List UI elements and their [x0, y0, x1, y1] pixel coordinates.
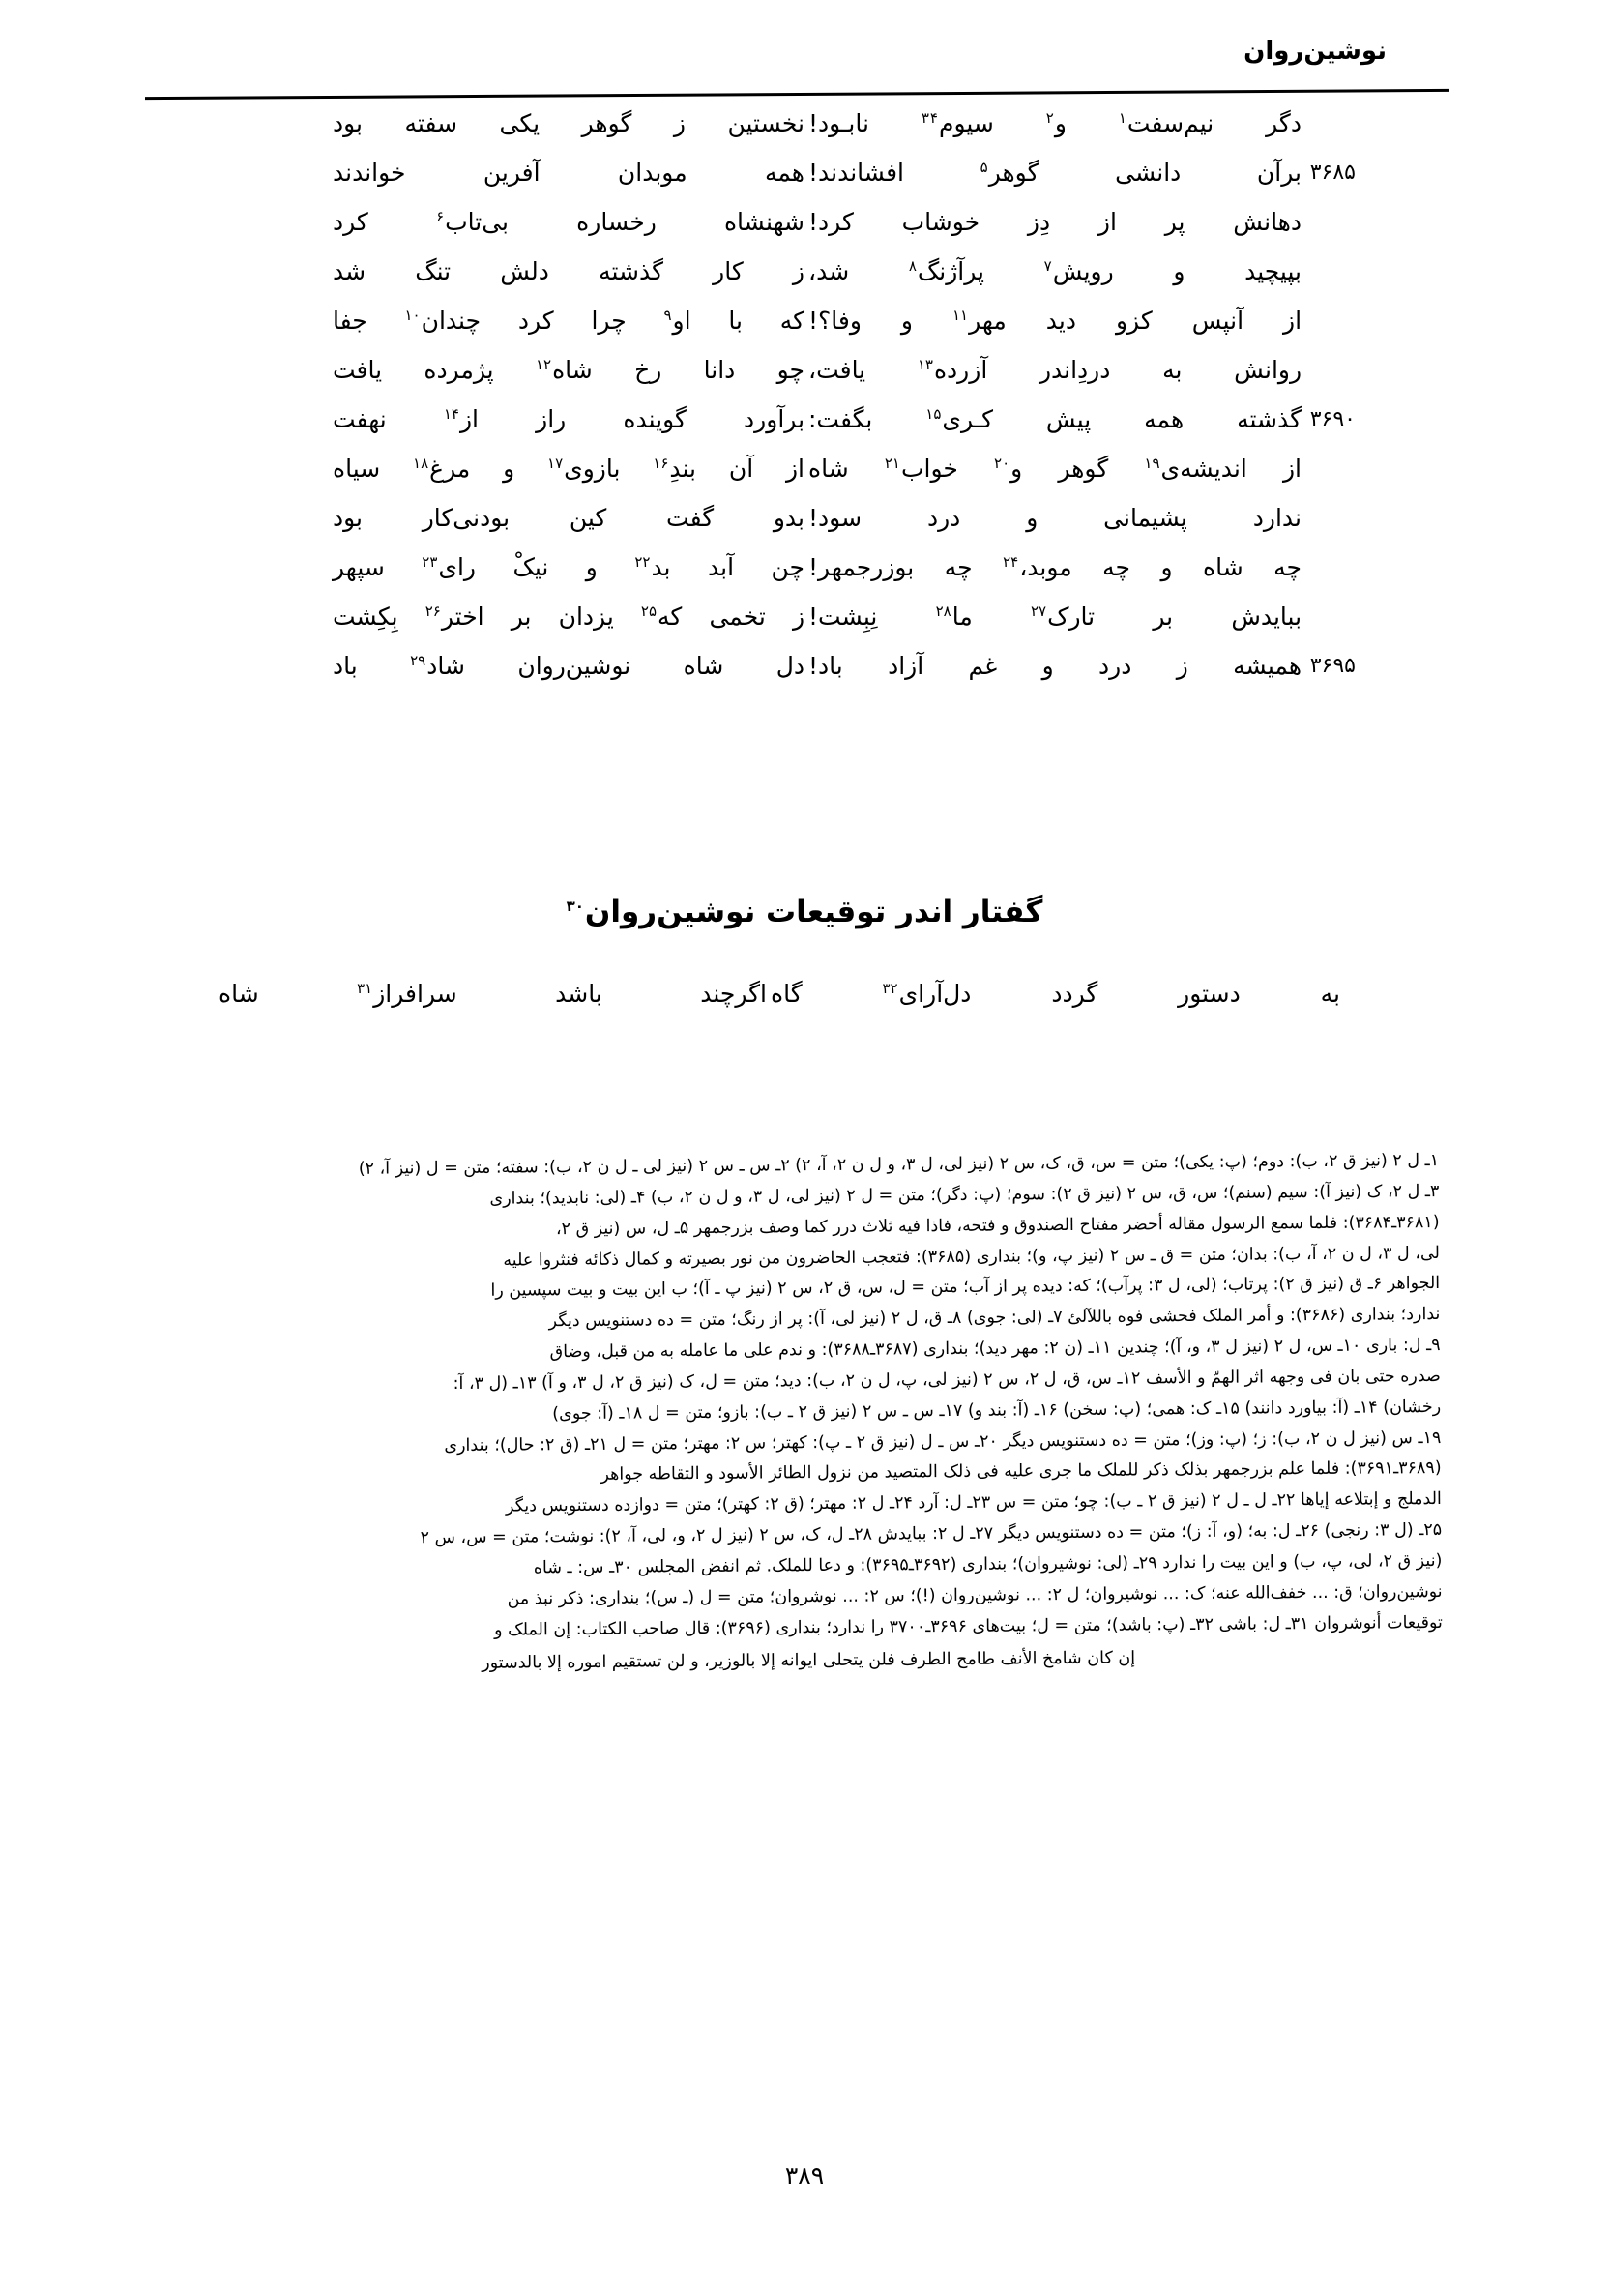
verse-word: شاه [219, 980, 259, 1008]
verse-word: نهفت [333, 405, 387, 433]
verse-word: چو [776, 356, 805, 384]
verse-word: سیاه [333, 455, 381, 483]
verse-word: گاه [771, 980, 803, 1008]
verse-word: از [785, 455, 805, 483]
verse-word: سیوم [938, 109, 994, 137]
verse-word: رخ [634, 356, 662, 384]
verse-word: کـری [942, 405, 993, 433]
footnote-ref: ۱۵ [925, 404, 942, 423]
verse-word: آنپس [1191, 307, 1244, 335]
verse-word: سپهر [333, 553, 385, 581]
verse-word: گردد [1051, 980, 1098, 1008]
verse-row [307, 306, 1302, 355]
verse-row [307, 404, 1356, 454]
footnote-ref: ۲۲ [634, 552, 651, 571]
verse-word: یافت [333, 356, 383, 384]
verse-word: کرد [517, 307, 554, 335]
section-title [0, 895, 1609, 929]
verse-word: ندارد [1252, 504, 1302, 532]
verse-word: که [658, 603, 683, 631]
footnote-ref: ۴ [929, 108, 938, 127]
hemistich-second [767, 979, 1340, 1009]
verse-word: درد [1098, 652, 1132, 680]
verse-word: شاد [426, 652, 465, 680]
footnote-line: (نیز ق ۲، لی، پ، ب) و این بیت را ندارد ۲۹ـ (لی: نوشیروان)؛ بنداری (۳۶۹۲ـ۳۶۹۵): و دعا للملک. ثم انفض المجلس ۳۰ـ س: ـ شاه [533, 1550, 1443, 1578]
verse-word: شاه [683, 652, 724, 680]
footnote-line: ۲۵ـ (ل ۳: رنجی) ۲۶ـ ل: به؛ (و، آ: ز)؛ متن = ده دستنویس دیگر ۲۷ـ ل ۲: ببایدش ۲۸ـ ل، ک، س ۲ (نیز ل ۲، و، لی، آ، ۲): نوشت؛ متن = س، س ۲ [420, 1520, 1443, 1548]
verse-word: از [459, 405, 479, 433]
hemistich-second [804, 158, 1302, 188]
footnote-ref: ۲۰ [994, 454, 1010, 472]
verse-word: نخستین [727, 109, 804, 137]
verse-word: بد [651, 553, 671, 581]
verse-word: او [672, 307, 691, 335]
verse-word: خوشاب [901, 208, 980, 236]
verse-word: گذشته [1237, 405, 1302, 433]
footnote-ref: ۱۹ [1144, 454, 1160, 472]
verse-word: سود! [808, 504, 863, 532]
verse-word: و [1173, 257, 1185, 285]
verse-word: ز [1176, 652, 1188, 680]
verse-word: مهر [969, 307, 1007, 335]
hemistich-first [307, 454, 804, 484]
verse-number: ۳۶۹۰ [1309, 407, 1356, 431]
footnote-line: نوشین‌روان؛ ق: ... خفف‌الله عنه؛ ک: ... نوشیروان؛ ل ۲: ... نوشین‌روان (!)؛ س ۲: ... نوشروان؛ متن = ل (ـ س)؛ بنداری: ذکر نبذ من [507, 1581, 1443, 1609]
hemistich-second [804, 602, 1302, 632]
footnote-line: ۹ـ ل: باری ۱۰ـ س، ل ۲ (نیز ل ۳، و، آ)؛ چندین ۱۱ـ (ن ۲: مهر دید)؛ بنداری (۳۶۸۷ـ۳۶۸۸): و ندم علی ما عامله به من قبل، وضاق [549, 1336, 1441, 1363]
verse-row [307, 552, 1302, 602]
footnotes-block [170, 1146, 1443, 1682]
verse-word: کار [713, 257, 744, 285]
verse-word: گذشته [599, 257, 663, 285]
verse-row [307, 602, 1302, 651]
verse-word: شاه [1203, 553, 1243, 581]
header-rule [145, 89, 1449, 100]
verse-word: با [728, 307, 743, 335]
verse-row [307, 454, 1302, 503]
footnote-line: الدملج و إبتلاعه إیاها ۲۲ـ ل ـ ل ۲ (نیز ق ۲ ـ ب): چو؛ متن = س ۲۳ـ ل: آرد ۲۴ـ ل ۲: مهتر؛ (ق ۲: کهتر)؛ متن = دوازده دستنویس دیگر [505, 1489, 1442, 1516]
verse-word: دهانش [1233, 208, 1302, 236]
verse-word: باد! [808, 652, 843, 680]
hemistich-first [307, 404, 804, 434]
verse-word: شهنشاه [723, 208, 804, 236]
verse-word: مرغ [429, 455, 471, 483]
verse-word: آفرین [483, 159, 541, 187]
footnote-line: ۳ـ ل ۲، ک (نیز آ): سیم (سنم)؛ س، ق، س ۲ (نیز ق ۲): سوم؛ (پ: دگر)؛ متن = ل ۲ (نیز لی، ل ۳، و ل ن ۲، ب) ۴ـ (لی: نابدید)؛ بنداری [489, 1181, 1440, 1209]
running-head: نوشین‌روان [1243, 37, 1387, 66]
verse-word: روانش [1234, 356, 1302, 384]
footnote-ref: ۶ [436, 207, 445, 225]
verse-word: گوهر [581, 109, 632, 137]
verse-word: اگرچند [700, 980, 767, 1008]
hemistich-second [804, 651, 1302, 681]
verse-word: دل‌آرای [898, 980, 972, 1008]
verse-word: اندیشه‌ی [1160, 455, 1247, 483]
page-number: ۳۸۹ [784, 2162, 825, 2190]
verse-word: برآن [1256, 159, 1302, 187]
hemistich-second [804, 355, 1302, 385]
verse-word: رخساره [576, 208, 657, 236]
verse-block [307, 108, 1356, 700]
verse-word: پیش [1045, 405, 1092, 433]
hemistich-first [307, 256, 804, 286]
footnote-ref: ۱۸ [413, 454, 429, 472]
section-title-text: گفتار اندر توقیعات نوشین‌روان [584, 895, 1043, 929]
verse-word: دستور [1178, 980, 1241, 1008]
verse-word: گوینده [623, 405, 687, 433]
section-title-footnote-ref: ۳۰ [566, 897, 584, 915]
verse-word: بازوی [564, 455, 621, 483]
hemistich-second [804, 207, 1302, 237]
hemistich-second [804, 552, 1302, 582]
verse-word: بود [333, 504, 364, 532]
verse-word: وفا؟! [808, 307, 862, 335]
verse-word: درد [926, 504, 961, 532]
footnote-line: إن کان شامخ الأنف طامح الطرف فلن یتحلی ایوانه إلا بالوزیر، و لن تستقیم اموره إلا بالدستور [482, 1647, 1136, 1673]
hemistich-second [804, 306, 1302, 336]
verse-word: بی‌تاب [445, 208, 509, 236]
verse-word: دانا [703, 356, 736, 384]
verse-word: نیم‌سفت [1126, 109, 1214, 137]
verse-word: ببایدش [1231, 603, 1302, 631]
footnote-ref: ۸ [908, 256, 917, 275]
footnote-ref: ۲۱ [884, 454, 900, 472]
footnote-ref: ۱۱ [951, 306, 969, 324]
verse-word: دِز [1027, 208, 1051, 236]
verse-word: تخمی [709, 603, 766, 631]
verse-row [307, 355, 1302, 404]
verse-word: شد، [808, 257, 850, 285]
verse-word: موبد، [1019, 553, 1072, 581]
footnote-line: (۳۶۸۹ـ۳۶۹۱): فلما علم بزرجمهر بذلک ذکر للملک ما جری علیه فی ذلک المتصید من نزول الطائر الأسود و التقاطه جواهر [600, 1458, 1442, 1486]
hemistich-second [804, 503, 1302, 533]
verse-word: جفا [333, 307, 367, 335]
footnote-ref: ۷ [1043, 256, 1052, 275]
hemistich-first [307, 602, 804, 632]
footnote-line: ندارد؛ بنداری (۳۶۸۶): و أمر الملک فحشی فوه باللآلئ ۷ـ (لی: جوی) ۸ـ ق، ل ۲ (نیز لی، آ): پر از رنگ؛ متن = ده دستنویس دیگر [548, 1305, 1441, 1332]
verse-word: چرا [591, 307, 627, 335]
verse-word: دانشی [1115, 159, 1182, 187]
verse-word: خواندند [333, 159, 406, 187]
verse-word: بندِ [669, 455, 697, 483]
footnote-ref: ۳۱ [357, 979, 373, 997]
verse-word: سرافراز [373, 980, 457, 1008]
verse-word: راز [536, 405, 567, 433]
verse-word: ز [673, 109, 686, 137]
verse-word: از [1283, 307, 1302, 335]
verse-word: غم [968, 652, 998, 680]
hemistich-first [307, 355, 804, 385]
verse-word: تارک [1047, 603, 1096, 631]
verse-word: آبد [707, 553, 735, 581]
verse-word: شاه [552, 356, 593, 384]
footnote-line: ۱ـ ل ۲ (نیز ق ۲، ب): دوم؛ (پ: یکی)؛ متن = س، ق، ک، س ۲ (نیز لی، ل ۳، و ل ن ۲، آ، ۲) ۲ـ س ـ س ۲ (نیز لی ـ ل ن ۲، ب): سفته؛ متن = ل (نیز آ، ۲) [358, 1150, 1440, 1179]
footnote-ref: ۳ [921, 108, 929, 127]
verse-word: آزاد [888, 652, 924, 680]
hemistich-second [804, 256, 1302, 286]
verse-word: موبدان [617, 159, 687, 187]
verse-word: آزرده [933, 356, 988, 384]
verse-word: از [1282, 455, 1302, 483]
footnote-ref: ۱۴ [443, 404, 459, 423]
hemistich-first [307, 651, 804, 681]
verse-word: به [1162, 356, 1183, 384]
verse-word: چندان [421, 307, 482, 335]
verse-word: کرد [333, 208, 368, 236]
verse-word: و [1041, 652, 1054, 680]
footnote-line: ۱۹ـ س (نیز ل ن ۲، ب): ز؛ (پ: وز)؛ متن = ده دستنویس دیگر ۲۰ـ س ـ ل (نیز ق ۲ ـ پ): کهتر؛ س ۲: مهتر؛ متن = ل ۲۱ـ (ق ۲: حال)؛ بنداری [444, 1428, 1442, 1456]
footnote-ref: ۱ [1118, 108, 1126, 127]
verse-word: بود [333, 109, 364, 137]
verse-word: و [585, 553, 598, 581]
verse-word: گوهر [1058, 455, 1109, 483]
verse-word: بپیچید [1244, 257, 1302, 285]
verse-row [307, 158, 1356, 207]
verse-word: بدو [773, 504, 804, 532]
hemistich-first [307, 207, 804, 237]
verse-word: دید [1045, 307, 1076, 335]
post-title-verse [193, 979, 1340, 1028]
footnote-ref: ۲۴ [1003, 552, 1019, 571]
verse-word: پژمرده [424, 356, 494, 384]
verse-word: و [503, 455, 515, 483]
verse-word: ز [792, 257, 804, 285]
verse-word: دگر [1266, 109, 1302, 137]
verse-word: همه [764, 159, 804, 187]
page-header [145, 37, 1464, 104]
verse-word: پشیمانی [1103, 504, 1187, 532]
verse-row [307, 207, 1302, 256]
footnote-ref: ۱۲ [535, 355, 552, 373]
hemistich-first [307, 108, 804, 138]
footnote-ref: ۱۰ [404, 306, 421, 324]
verse-word: آن [728, 455, 754, 483]
footnote-ref: ۹ [663, 306, 672, 324]
verse-word: کزو [1115, 307, 1153, 335]
verse-word: و [1054, 109, 1067, 137]
verse-word: خواب [900, 455, 958, 483]
verse-word: بودنی‌کار [422, 504, 511, 532]
verse-word: گوهر [988, 159, 1039, 187]
verse-word: تنگ [415, 257, 452, 285]
verse-word: یزدان [558, 603, 614, 631]
verse-word: بگفت: [808, 405, 873, 433]
footnote-line: رخشان) ۱۴ـ (آ: بیاورد دانند) ۱۵ـ ک: همی؛ (پ: سخن) ۱۶ـ (آ: بند و) ۱۷ـ س ـ س ۲ (نیز ق ۲ ـ ب): بازو؛ متن = ل ۱۸ـ (آ: جوی) [552, 1397, 1442, 1424]
verse-word: شاه [808, 455, 849, 483]
verse-word: ما [951, 603, 973, 631]
verse-word: چه [944, 553, 973, 581]
hemistich-first [307, 306, 804, 336]
verse-word: که [779, 307, 804, 335]
footnote-ref: ۲۸ [935, 602, 951, 620]
verse-word: از [1097, 208, 1117, 236]
verse-word: همه [1144, 405, 1185, 433]
footnote-ref: ۵ [980, 158, 988, 176]
verse-word: به [1320, 980, 1340, 1008]
hemistich-first [193, 979, 767, 1009]
verse-word: کرد! [808, 208, 854, 236]
verse-word: چه [1102, 553, 1130, 581]
hemistich-first [307, 158, 804, 188]
verse-word: چه [1273, 553, 1302, 581]
verse-word: و [1010, 455, 1023, 483]
verse-number: ۳۶۸۵ [1309, 161, 1356, 185]
verse-word: بر [511, 603, 532, 631]
verse-word: گفت [666, 504, 715, 532]
footnote-ref: ۲۵ [640, 602, 658, 620]
footnote-line: توقیعات أنوشروان ۳۱ـ ل: باشی ۳۲ـ (پ: باشد)؛ متن = ل؛ بیت‌های ۳۶۹۶ـ۳۷۰۰ را ندارد؛ بنداری (۳۶۹۶): قال صاحب الکتاب: إن الملک و [493, 1612, 1443, 1640]
verse-word: بوزرجمهر! [808, 553, 915, 581]
verse-word: سفته [404, 109, 458, 137]
verse-word: افشاندند! [808, 159, 904, 187]
verse-word: باد [333, 652, 358, 680]
hemistich-first [307, 503, 804, 533]
verse-word: بر [1153, 603, 1174, 631]
footnote-ref: ۱۶ [653, 454, 669, 472]
verse-row [307, 108, 1302, 158]
verse-word: پرآژنگ [917, 257, 984, 285]
verse-word: پر [1164, 208, 1185, 236]
verse-word: دردِاندر [1039, 356, 1111, 384]
verse-word: کین [569, 504, 607, 532]
verse-row [307, 256, 1302, 306]
verse-word: نوشین‌روان [517, 652, 631, 680]
footnote-line: لی، ل ۳، ل ن ۲، آ، ب): بدان؛ متن = ق ـ س ۲ (نیز پ، و)؛ بنداری (۳۶۸۵): فتعجب الحاضرون من نور بصیرته و کمال ذکائه فنثروا علیه [503, 1243, 1440, 1271]
verse-row [193, 979, 1340, 1028]
verse-word: رای [438, 553, 476, 581]
footnote-line: صدره حتی بان فی وجهه اثر الهمّ و الأسف ۱۲ـ س، ق، ل ۲، س ۲ (نیز لی، پ، ل ن ۲، ب): دید؛ متن = ل، ک (نیز ق ۲، ل ۳، و آ) ۱۳ـ (ل ۳، آ: [453, 1366, 1441, 1394]
verse-word: ز [792, 603, 805, 631]
hemistich-second [804, 404, 1302, 434]
footnote-ref: ۲۷ [1030, 602, 1047, 620]
footnote-line: الجواهر ۶ـ ق (نیز ق ۲): پرتاب؛ (لی، ل ۳: پرآب)؛ که: دیده پر از آب؛ متن = ل، س، ق ۲، س ۲ (نیز پ ـ آ)؛ ب این بیت و بیت سپسین را [490, 1274, 1441, 1302]
verse-word: نابـود! [808, 109, 869, 137]
footnote-ref: ۲۹ [410, 651, 426, 669]
verse-word: دل [775, 652, 804, 680]
verse-word: یکی [499, 109, 541, 137]
footnote-ref: ۲۳ [422, 552, 438, 571]
verse-word: یافت، [808, 356, 866, 384]
footnote-ref: ۲ [1045, 108, 1054, 127]
hemistich-second [804, 454, 1302, 484]
verse-word: رویش [1052, 257, 1114, 285]
verse-row [307, 503, 1302, 552]
footnote-ref: ۱۳ [917, 355, 933, 373]
footnote-line: (۳۶۸۱ـ۳۶۸۴): فلما سمع الرسول مقاله أحضر مفتاح الصندوق و فتحه، فاذا فیه ثلاث درر کما وصف بزرجمهر ۵ـ ل، س (نیز ق ۲، [555, 1212, 1440, 1239]
verse-word: و [1026, 504, 1039, 532]
footnote-ref: ۱۷ [547, 454, 564, 472]
footnote-ref: ۳۲ [882, 979, 898, 997]
verse-word: همیشه [1233, 652, 1302, 680]
verse-word: و [900, 307, 913, 335]
hemistich-first [307, 552, 804, 582]
verse-word: دلش [500, 257, 549, 285]
verse-word: چن [771, 553, 804, 581]
verse-number: ۳۶۹۵ [1309, 654, 1356, 678]
hemistich-second [804, 108, 1302, 138]
verse-word: شد [333, 257, 366, 285]
verse-word: برآورد [744, 405, 805, 433]
verse-word: بِکِشت [333, 603, 398, 631]
verse-word: باشد [555, 980, 602, 1008]
verse-word: و [1160, 553, 1173, 581]
verse-word: نیکْ [512, 553, 549, 581]
footnote-ref: ۲۶ [424, 602, 441, 620]
verse-row [307, 651, 1356, 700]
verse-word: اختر [441, 603, 484, 631]
verse-word: نِبِشت! [808, 603, 878, 631]
